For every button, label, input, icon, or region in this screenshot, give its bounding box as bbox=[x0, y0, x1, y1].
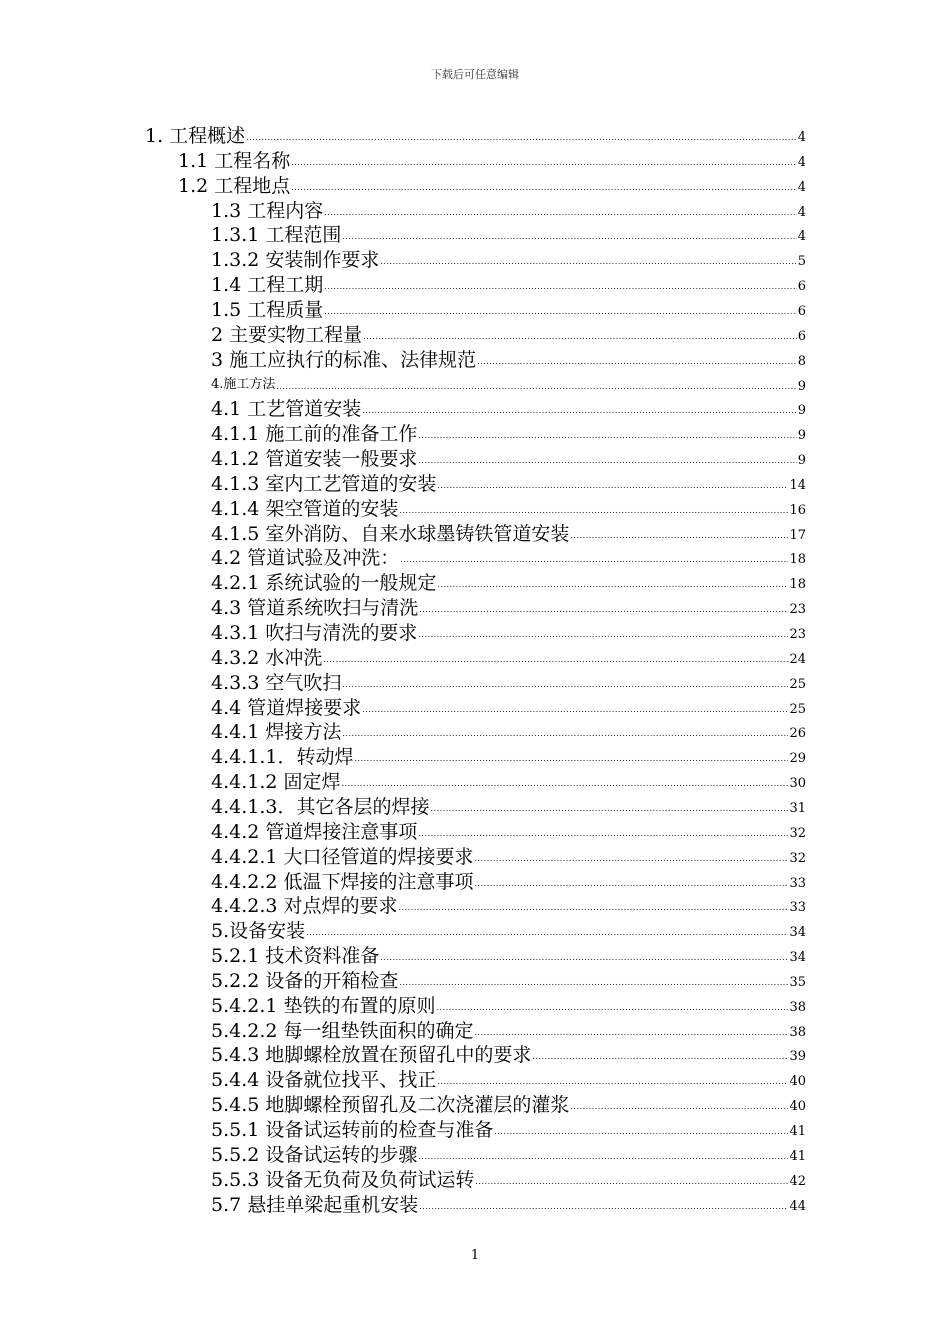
toc-entry-page: 9 bbox=[797, 379, 806, 394]
toc-entry-page: 23 bbox=[789, 627, 806, 642]
toc-dot-leader bbox=[246, 133, 797, 143]
toc-entry[interactable] bbox=[211, 447, 806, 471]
toc-dot-leader bbox=[276, 382, 796, 392]
toc-entry-title: 1.2 工程地点 bbox=[178, 175, 291, 197]
toc-dot-leader bbox=[477, 357, 797, 367]
toc-entry-title: 4.4.1.1．转动焊 bbox=[211, 746, 354, 768]
toc-entry-page: 8 bbox=[797, 354, 806, 369]
toc-entry-page: 40 bbox=[789, 1099, 806, 1114]
toc-entry[interactable] bbox=[178, 149, 806, 173]
toc-entry-page: 31 bbox=[789, 801, 806, 816]
toc-entry[interactable] bbox=[211, 919, 806, 943]
toc-dot-leader bbox=[342, 680, 788, 690]
toc-dot-leader bbox=[475, 854, 789, 864]
page-header: 下载后可任意编辑 bbox=[431, 68, 519, 81]
toc-entry-page: 16 bbox=[789, 503, 806, 518]
toc-entry-page: 25 bbox=[789, 702, 806, 717]
toc-entry-title: 5.5.3 设备无负荷及负荷试运转 bbox=[211, 1169, 475, 1191]
toc-entry-title: 5.5.1 设备试运转前的检查与准备 bbox=[211, 1119, 494, 1141]
toc-entry[interactable] bbox=[211, 720, 806, 744]
toc-entry-title: 4.3.1 吹扫与清洗的要求 bbox=[211, 622, 418, 644]
toc-dot-leader bbox=[399, 506, 788, 516]
toc-entry-page: 38 bbox=[789, 1000, 806, 1015]
toc-dot-leader bbox=[532, 1052, 788, 1062]
toc-entry-page: 4 bbox=[797, 205, 806, 220]
toc-entry[interactable] bbox=[211, 596, 806, 620]
toc-entry-page: 5 bbox=[797, 254, 806, 269]
toc-entry-title: 4.3.2 水冲洗 bbox=[211, 647, 323, 669]
toc-dot-leader bbox=[418, 456, 796, 466]
toc-entry[interactable] bbox=[211, 348, 806, 372]
toc-dot-leader bbox=[362, 705, 788, 715]
toc-entry-page: 18 bbox=[789, 552, 806, 567]
toc-entry[interactable] bbox=[211, 373, 806, 397]
toc-entry[interactable] bbox=[211, 223, 806, 247]
toc-entry[interactable] bbox=[211, 969, 806, 993]
toc-dot-leader bbox=[342, 232, 796, 242]
toc-entry[interactable] bbox=[211, 1143, 806, 1167]
toc-entry-title: 5.7 悬挂单梁起重机安装 bbox=[211, 1194, 419, 1216]
toc-entry-title: 5.设备安装 bbox=[211, 920, 306, 942]
toc-entry-page: 14 bbox=[789, 478, 806, 493]
toc-entry-title: 4.3.3 空气吹扫 bbox=[211, 672, 342, 694]
toc-entry[interactable] bbox=[211, 248, 806, 272]
toc-entry-title: 1.3 工程内容 bbox=[211, 200, 324, 222]
toc-entry-page: 38 bbox=[789, 1025, 806, 1040]
toc-entry[interactable] bbox=[211, 770, 806, 794]
toc-dot-leader bbox=[437, 1077, 788, 1087]
toc-entry-page: 32 bbox=[789, 851, 806, 866]
toc-entry-title: 4.4.2.1 大口径管道的焊接要求 bbox=[211, 846, 474, 868]
toc-entry-page: 6 bbox=[797, 329, 806, 344]
toc-entry-title: 5.4.2.2 每一组垫铁面积的确定 bbox=[211, 1020, 474, 1042]
toc-entry-page: 6 bbox=[797, 279, 806, 294]
toc-entry[interactable] bbox=[211, 273, 806, 297]
toc-entry[interactable] bbox=[211, 696, 806, 720]
toc-entry[interactable] bbox=[211, 298, 806, 322]
toc-entry[interactable] bbox=[211, 671, 806, 695]
toc-entry-title: 4.1.2 管道安装一般要求 bbox=[211, 448, 418, 470]
toc-dot-leader bbox=[380, 257, 796, 267]
toc-dot-leader bbox=[494, 1127, 788, 1137]
toc-dot-leader bbox=[291, 158, 796, 168]
toc-entry-page: 41 bbox=[789, 1124, 806, 1139]
toc-entry-page: 9 bbox=[797, 428, 806, 443]
toc-dot-leader bbox=[418, 630, 788, 640]
toc-entry-title: 4.1.1 施工前的准备工作 bbox=[211, 423, 418, 445]
toc-entry-page: 34 bbox=[789, 950, 806, 965]
toc-entry-page: 9 bbox=[797, 453, 806, 468]
toc-entry-title: 1.1 工程名称 bbox=[178, 150, 291, 172]
toc-entry-title: 4.1 工艺管道安装 bbox=[211, 398, 362, 420]
toc-entry-title: 4.4.1.2 固定焊 bbox=[211, 771, 341, 793]
toc-dot-leader bbox=[354, 754, 788, 764]
toc-dot-leader bbox=[306, 928, 788, 938]
toc-entry[interactable] bbox=[211, 1193, 806, 1217]
toc-entry-title: 4.4.1.3．其它各层的焊接 bbox=[211, 796, 430, 818]
toc-entry-page: 4 bbox=[797, 229, 806, 244]
toc-entry-page: 25 bbox=[789, 677, 806, 692]
toc-entry-page: 4 bbox=[797, 180, 806, 195]
toc-entry-page: 18 bbox=[789, 577, 806, 592]
toc-entry-page: 17 bbox=[789, 528, 806, 543]
toc-entry[interactable] bbox=[211, 497, 806, 521]
toc-entry-page: 39 bbox=[789, 1049, 806, 1064]
toc-dot-leader bbox=[418, 431, 796, 441]
toc-entry-title: 4.2.1 系统试验的一般规定 bbox=[211, 572, 437, 594]
toc-entry-page: 4 bbox=[797, 130, 806, 145]
toc-dot-leader bbox=[362, 406, 796, 416]
toc-entry-title: 1. 工程概述 bbox=[145, 125, 246, 147]
toc-entry-page: 30 bbox=[789, 776, 806, 791]
toc-entry-title: 5.5.2 设备试运转的步骤 bbox=[211, 1144, 418, 1166]
toc-dot-leader bbox=[418, 829, 788, 839]
toc-entry-page: 42 bbox=[789, 1174, 806, 1189]
toc-dot-leader bbox=[324, 208, 796, 218]
toc-entry-title: 2 主要实物工程量 bbox=[211, 324, 363, 346]
page-number: 1 bbox=[470, 1248, 480, 1263]
toc-dot-leader bbox=[342, 779, 789, 789]
toc-entry-title: 1.3.1 工程范围 bbox=[211, 224, 342, 246]
toc-entry-page: 44 bbox=[789, 1199, 806, 1214]
toc-entry-title: 4.1.4 架空管道的安装 bbox=[211, 498, 399, 520]
toc-entry-page: 9 bbox=[797, 403, 806, 418]
toc-entry[interactable] bbox=[211, 1093, 806, 1117]
toc-entry[interactable] bbox=[211, 571, 806, 595]
toc-entry-title: 4.4.2.2 低温下焊接的注意事项 bbox=[211, 871, 474, 893]
toc-dot-leader bbox=[323, 655, 788, 665]
toc-entry-page: 4 bbox=[797, 155, 806, 170]
toc-entry[interactable] bbox=[178, 174, 806, 198]
toc-dot-leader bbox=[399, 903, 789, 913]
toc-dot-leader bbox=[324, 307, 796, 317]
toc-entry[interactable] bbox=[211, 1019, 806, 1043]
toc-entry[interactable] bbox=[211, 323, 806, 347]
toc-entry-title: 5.4.3 地脚螺栓放置在预留孔中的要求 bbox=[211, 1044, 532, 1066]
toc-dot-leader bbox=[475, 879, 789, 889]
toc-entry-title: 1.4 工程工期 bbox=[211, 274, 324, 296]
toc-dot-leader bbox=[430, 804, 788, 814]
toc-entry-title: 3 施工应执行的标准、法律规范 bbox=[211, 349, 477, 371]
toc-entry-title: 4.3 管道系统吹扫与清洗 bbox=[211, 597, 419, 619]
toc-entry-title: 4.4.1 焊接方法 bbox=[211, 721, 342, 743]
toc-dot-leader bbox=[342, 729, 788, 739]
toc-entry-page: 32 bbox=[789, 826, 806, 841]
toc-dot-leader bbox=[400, 555, 788, 565]
toc-entry-page: 33 bbox=[789, 900, 806, 915]
toc-entry-title: 4.施工方法 bbox=[211, 377, 276, 392]
toc-dot-leader bbox=[437, 580, 788, 590]
toc-entry-title: 4.2 管道试验及冲洗： bbox=[211, 547, 400, 569]
toc-entry-title: 5.4.5 地脚螺栓预留孔及二次浇灌层的灌浆 bbox=[211, 1094, 570, 1116]
toc-entry-page: 23 bbox=[789, 602, 806, 617]
toc-entry[interactable] bbox=[211, 1168, 806, 1192]
toc-entry[interactable] bbox=[211, 621, 806, 645]
toc-entry[interactable] bbox=[145, 124, 806, 148]
toc-dot-leader bbox=[399, 978, 788, 988]
toc-entry[interactable] bbox=[211, 1118, 806, 1142]
toc-dot-leader bbox=[570, 531, 788, 541]
toc-entry-title: 5.4.2.1 垫铁的布置的原则 bbox=[211, 995, 436, 1017]
toc-dot-leader bbox=[570, 1102, 788, 1112]
toc-entry-title: 4.4 管道焊接要求 bbox=[211, 697, 362, 719]
toc-dot-leader bbox=[324, 282, 796, 292]
toc-dot-leader bbox=[437, 481, 788, 491]
toc-dot-leader bbox=[475, 1177, 788, 1187]
toc-entry[interactable] bbox=[211, 894, 806, 918]
toc-dot-leader bbox=[418, 1152, 788, 1162]
toc-entry-title: 1.5 工程质量 bbox=[211, 299, 324, 321]
toc-entry[interactable] bbox=[211, 820, 806, 844]
toc-entry-title: 5.2.2 设备的开箱检查 bbox=[211, 970, 399, 992]
toc-entry-title: 5.2.1 技术资料准备 bbox=[211, 945, 380, 967]
toc-entry-page: 6 bbox=[797, 304, 806, 319]
toc-dot-leader bbox=[363, 332, 797, 342]
toc-entry[interactable] bbox=[211, 1043, 806, 1067]
toc-entry-page: 24 bbox=[789, 652, 806, 667]
toc-entry-page: 33 bbox=[789, 876, 806, 891]
toc-entry[interactable] bbox=[211, 422, 806, 446]
toc-entry[interactable] bbox=[211, 472, 806, 496]
toc-entry[interactable] bbox=[211, 870, 806, 894]
toc-dot-leader bbox=[437, 1003, 789, 1013]
toc-entry-page: 34 bbox=[789, 925, 806, 940]
toc-entry-page: 29 bbox=[789, 751, 806, 766]
toc-entry-title: 4.4.2.3 对点焊的要求 bbox=[211, 895, 398, 917]
toc-entry[interactable] bbox=[211, 845, 806, 869]
toc-entry-title: 5.4.4 设备就位找平、找正 bbox=[211, 1069, 437, 1091]
toc-entry-title: 4.1.5 室外消防、自来水球墨铸铁管道安装 bbox=[211, 523, 570, 545]
toc-entry[interactable] bbox=[211, 546, 806, 570]
toc-entry-page: 41 bbox=[789, 1149, 806, 1164]
toc-entry[interactable] bbox=[211, 397, 806, 421]
toc-entry[interactable] bbox=[211, 795, 806, 819]
toc-dot-leader bbox=[419, 605, 788, 615]
toc-dot-leader bbox=[291, 183, 796, 193]
toc-entry-page: 35 bbox=[789, 975, 806, 990]
toc-entry[interactable] bbox=[211, 199, 806, 223]
toc-entry[interactable] bbox=[211, 1068, 806, 1092]
toc-dot-leader bbox=[380, 953, 788, 963]
toc-entry-title: 4.1.3 室内工艺管道的安装 bbox=[211, 473, 437, 495]
toc-entry[interactable] bbox=[211, 944, 806, 968]
toc-entry-page: 26 bbox=[789, 726, 806, 741]
toc-entry[interactable] bbox=[211, 994, 806, 1018]
toc-entry-title: 4.4.2 管道焊接注意事项 bbox=[211, 821, 418, 843]
toc-entry[interactable] bbox=[211, 522, 806, 546]
toc-entry-title: 1.3.2 安装制作要求 bbox=[211, 249, 380, 271]
toc-entry-page: 40 bbox=[789, 1074, 806, 1089]
toc-entry[interactable] bbox=[211, 646, 806, 670]
toc-dot-leader bbox=[475, 1028, 789, 1038]
toc-entry[interactable] bbox=[211, 745, 806, 769]
toc-dot-leader bbox=[419, 1202, 788, 1212]
